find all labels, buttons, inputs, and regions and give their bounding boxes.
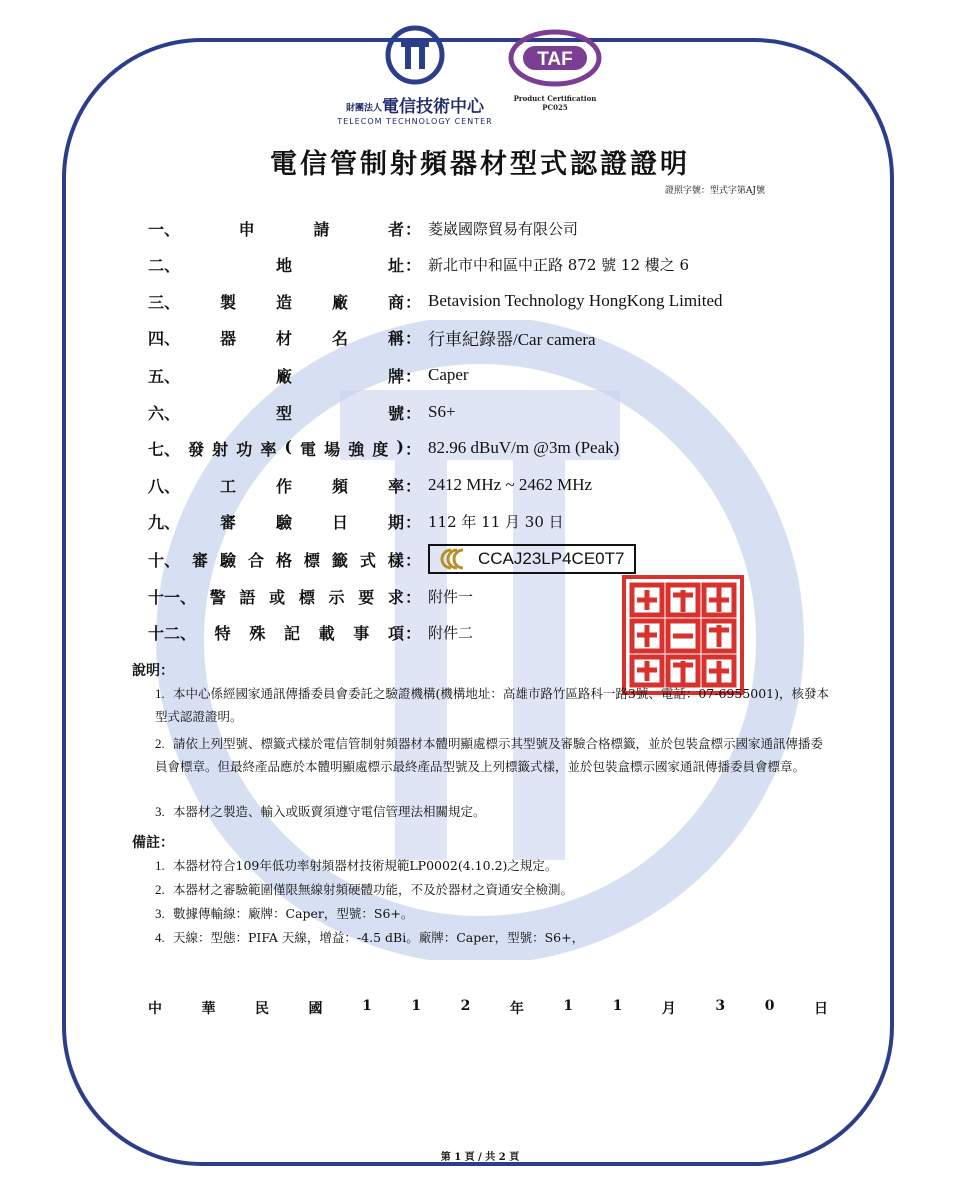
label-char: 度: [372, 439, 389, 459]
remarks-item: [155, 854, 835, 877]
date-char: 1: [612, 998, 623, 1014]
label-char: ): [396, 436, 404, 456]
cert-number: 證照字號：型式字第AJ號: [664, 186, 765, 196]
field-colon: ：: [404, 292, 421, 312]
label-char: 九、: [148, 512, 181, 532]
label-char: 申: [238, 219, 255, 239]
label-char: (: [284, 436, 292, 456]
label-char: 項: [387, 623, 404, 643]
field-value: 2412 MHz ~ 2462 MHz: [428, 475, 593, 494]
date-char: 民: [255, 1001, 270, 1017]
taf-caption-1: Product Certification: [513, 94, 597, 103]
label-char: 審: [191, 550, 208, 570]
label-char: 求: [387, 587, 404, 607]
remarks-item-number: 1.: [155, 858, 165, 873]
explanation-item-number: 2.: [155, 736, 165, 751]
ttc-logo-icon: [384, 24, 446, 86]
label-char: 或: [269, 587, 286, 607]
org-name: [335, 92, 495, 117]
issue-date: [148, 998, 828, 1018]
date-char: 華: [201, 1001, 216, 1017]
label-char: 八、: [148, 476, 181, 496]
label-char: 日: [331, 512, 348, 532]
remarks-heading: 備註：: [132, 835, 174, 851]
field-value: Caper: [428, 365, 469, 384]
field-row: [148, 434, 619, 462]
date-char: 中: [148, 1001, 162, 1017]
label-char: 標: [298, 587, 315, 607]
date-char: 日: [813, 1001, 828, 1017]
field-row: [148, 582, 473, 610]
label-char: 製: [219, 292, 236, 312]
label-char: 記: [283, 623, 300, 643]
field-row: [148, 398, 456, 426]
label-char: 四、: [148, 328, 181, 348]
label-char: 型: [275, 403, 292, 423]
label-char: 者: [387, 219, 404, 239]
field-value: 新北市中和區中正路 872 號 12 樓之 6: [428, 255, 690, 274]
label-char: 警: [209, 587, 226, 607]
field-label: [148, 510, 404, 533]
field-colon: ：: [404, 476, 421, 496]
remarks-item: [155, 878, 835, 901]
field-label: [148, 290, 404, 313]
field-row: [148, 361, 469, 389]
label-char: 器: [219, 328, 236, 348]
label-char: 七、: [148, 439, 181, 459]
field-label: [148, 401, 404, 424]
remarks-item-number: 4.: [155, 930, 165, 945]
taf-caption-2: PC025: [542, 103, 568, 112]
label-char: 造: [275, 292, 292, 312]
field-label: [148, 364, 404, 387]
label-char: 材: [275, 328, 292, 348]
field-label: [148, 621, 404, 644]
label-char: 名: [331, 328, 348, 348]
date-char: 2: [460, 998, 471, 1014]
label-char: 十二、: [148, 623, 197, 643]
field-value: 菱崴國際貿易有限公司: [428, 219, 579, 238]
date-char: 月: [661, 1001, 676, 1017]
field-colon: ：: [404, 587, 421, 607]
label-char: 廠: [331, 292, 348, 312]
remarks-item-text: 天線：型態：PIFA 天線，增益：-4.5 dBi。廠牌：Caper，型號：S6+，: [173, 930, 585, 945]
taf-logo: [505, 28, 605, 118]
org-prefix: 財團法人: [345, 103, 382, 114]
label-char: 率: [260, 439, 277, 459]
label-char: 標: [303, 550, 320, 570]
date-char: 1: [411, 998, 422, 1014]
explanation-item: [155, 800, 835, 823]
field-row: [148, 507, 564, 535]
field-value: Betavision Technology HongKong Limited: [428, 291, 723, 310]
label-char: 牌: [387, 366, 404, 386]
label-char: 稱: [387, 328, 404, 348]
label-char: 二、: [148, 255, 181, 275]
label-char: 作: [275, 476, 292, 496]
taf-logo-text: TAF: [537, 49, 573, 70]
label-char: 籤: [331, 550, 348, 570]
label-char: 電: [300, 439, 317, 459]
document-title: 電信管制射頻器材型式認證證明: [270, 149, 690, 180]
label-char: 場: [324, 439, 341, 459]
label-char: 工: [219, 476, 236, 496]
field-value: 112 年 11 月 30 日: [428, 512, 564, 531]
field-label: [148, 253, 404, 276]
remarks-item-text: 本器材之審驗範圍僅限無線射頻硬體功能，不及於器材之資通安全檢測。: [173, 882, 574, 897]
field-colon: ：: [404, 403, 421, 423]
field-label: [148, 548, 404, 571]
label-char: 驗: [219, 550, 236, 570]
label-char: 發: [188, 439, 205, 459]
field-row: [148, 287, 723, 315]
remarks-item-text: 本器材符合109年低功率射頻器材技術規範LP0002(4.10.2)之規定。: [173, 858, 558, 873]
field-label: [148, 437, 404, 460]
label-char: 期: [387, 512, 404, 532]
org-name-text: 電信技術中心: [382, 97, 484, 117]
label-char: 審: [219, 512, 236, 532]
explanation-item-number: 1.: [155, 686, 165, 701]
label-char: 廠: [275, 366, 292, 386]
label-char: 地: [275, 255, 292, 275]
label-char: 六、: [148, 403, 181, 423]
field-colon: ：: [404, 550, 421, 570]
label-char: 示: [328, 587, 345, 607]
label-char: 語: [239, 587, 256, 607]
label-char: 五、: [148, 366, 181, 386]
remarks-item: [155, 902, 835, 925]
official-seal-icon: [622, 575, 744, 695]
field-row: [148, 323, 596, 351]
date-char: 1: [563, 998, 574, 1014]
label-char: 址: [387, 255, 404, 275]
field-colon: ：: [404, 255, 421, 275]
remarks-item-text: 數據傳輸線：廠牌：Caper，型號：S6+。: [173, 906, 414, 921]
org-english-name: TELECOM TECHNOLOGY CENTER: [337, 117, 493, 126]
explanation-item: [155, 682, 835, 728]
remarks-item-number: 2.: [155, 882, 165, 897]
explanation-item: [155, 732, 835, 778]
label-char: 一、: [148, 219, 181, 239]
approval-label-box: [428, 544, 636, 574]
label-char: 三、: [148, 292, 181, 312]
approval-code: CCAJ23LP4CE0T7: [478, 549, 625, 568]
label-char: 驗: [275, 512, 292, 532]
explanation-item-text: 本中心係經國家通訊傳播委員會委託之驗證機構(機構地址：高雄市路竹區路科一路3號、電話：07-6955001)，核發本型式認證證明。: [155, 686, 830, 724]
label-char: 殊: [249, 623, 266, 643]
field-colon: ：: [404, 366, 421, 386]
field-value: S6+: [428, 402, 456, 421]
label-char: 請: [313, 219, 330, 239]
label-char: 商: [387, 292, 404, 312]
field-label: [148, 326, 404, 349]
ttc-logo: [335, 24, 495, 134]
date-char: 1: [362, 998, 372, 1014]
label-char: 合: [247, 550, 264, 570]
ttc-logo-text: TTC: [415, 82, 418, 83]
label-char: 十、: [148, 550, 181, 570]
field-colon: ：: [404, 328, 421, 348]
field-colon: ：: [404, 512, 421, 532]
label-char: 格: [275, 550, 292, 570]
field-row: [148, 250, 689, 278]
explanation-heading: 說明：: [132, 663, 174, 679]
field-label: [148, 217, 404, 240]
date-char: 年: [509, 1001, 524, 1017]
field-label: [148, 585, 404, 608]
field-value: 附件一: [428, 587, 474, 606]
label-char: 頻: [331, 476, 348, 496]
label-char: 要: [358, 587, 375, 607]
label-char: 式: [359, 550, 376, 570]
label-char: 樣: [387, 550, 404, 570]
field-value: 行車紀錄器/Car camera: [428, 329, 596, 349]
page-number: 第 1 頁 / 共 2 頁: [440, 1152, 520, 1163]
label-char: 十一、: [148, 587, 197, 607]
taf-logo-icon: [507, 28, 603, 90]
field-row: [148, 471, 592, 499]
field-row: [148, 545, 636, 573]
field-colon: ：: [404, 439, 421, 459]
label-char: 強: [348, 439, 365, 459]
field-label: [148, 474, 404, 497]
field-colon: ：: [404, 623, 421, 643]
explanation-item-text: 本器材之製造、輸入或販賣須遵守電信管理法相關規定。: [173, 804, 486, 819]
field-row: [148, 618, 473, 646]
remarks-item: [155, 926, 835, 949]
date-char: 3: [715, 998, 726, 1014]
field-row: [148, 214, 578, 242]
explanation-item-number: 3.: [155, 804, 165, 819]
label-char: 特: [214, 623, 231, 643]
label-char: 載: [318, 623, 335, 643]
remarks-item-number: 3.: [155, 906, 165, 921]
explanation-item-text: 請依上列型號、標籤式樣於電信管制射頻器材本體明顯處標示其型號及審驗合格標籤，並於包裝盒標示國家通訊傳播委員會標章。但最終產品應於本體明顯處標示最終產品型號及上列標籤式樣，並於包裝盒標示國家通訊傳播委員會標章。: [155, 736, 824, 774]
label-char: 射: [212, 439, 229, 459]
date-char: 0: [764, 998, 775, 1014]
ncc-mark-icon: [440, 548, 468, 570]
field-colon: ：: [404, 219, 421, 239]
label-char: 事: [353, 623, 370, 643]
label-char: 功: [236, 439, 253, 459]
field-value: 附件二: [428, 623, 474, 642]
date-char: 國: [308, 1001, 323, 1017]
label-char: 號: [387, 403, 404, 423]
field-value: 82.96 dBuV/m @3m (Peak): [428, 438, 620, 457]
label-char: 率: [387, 476, 404, 496]
